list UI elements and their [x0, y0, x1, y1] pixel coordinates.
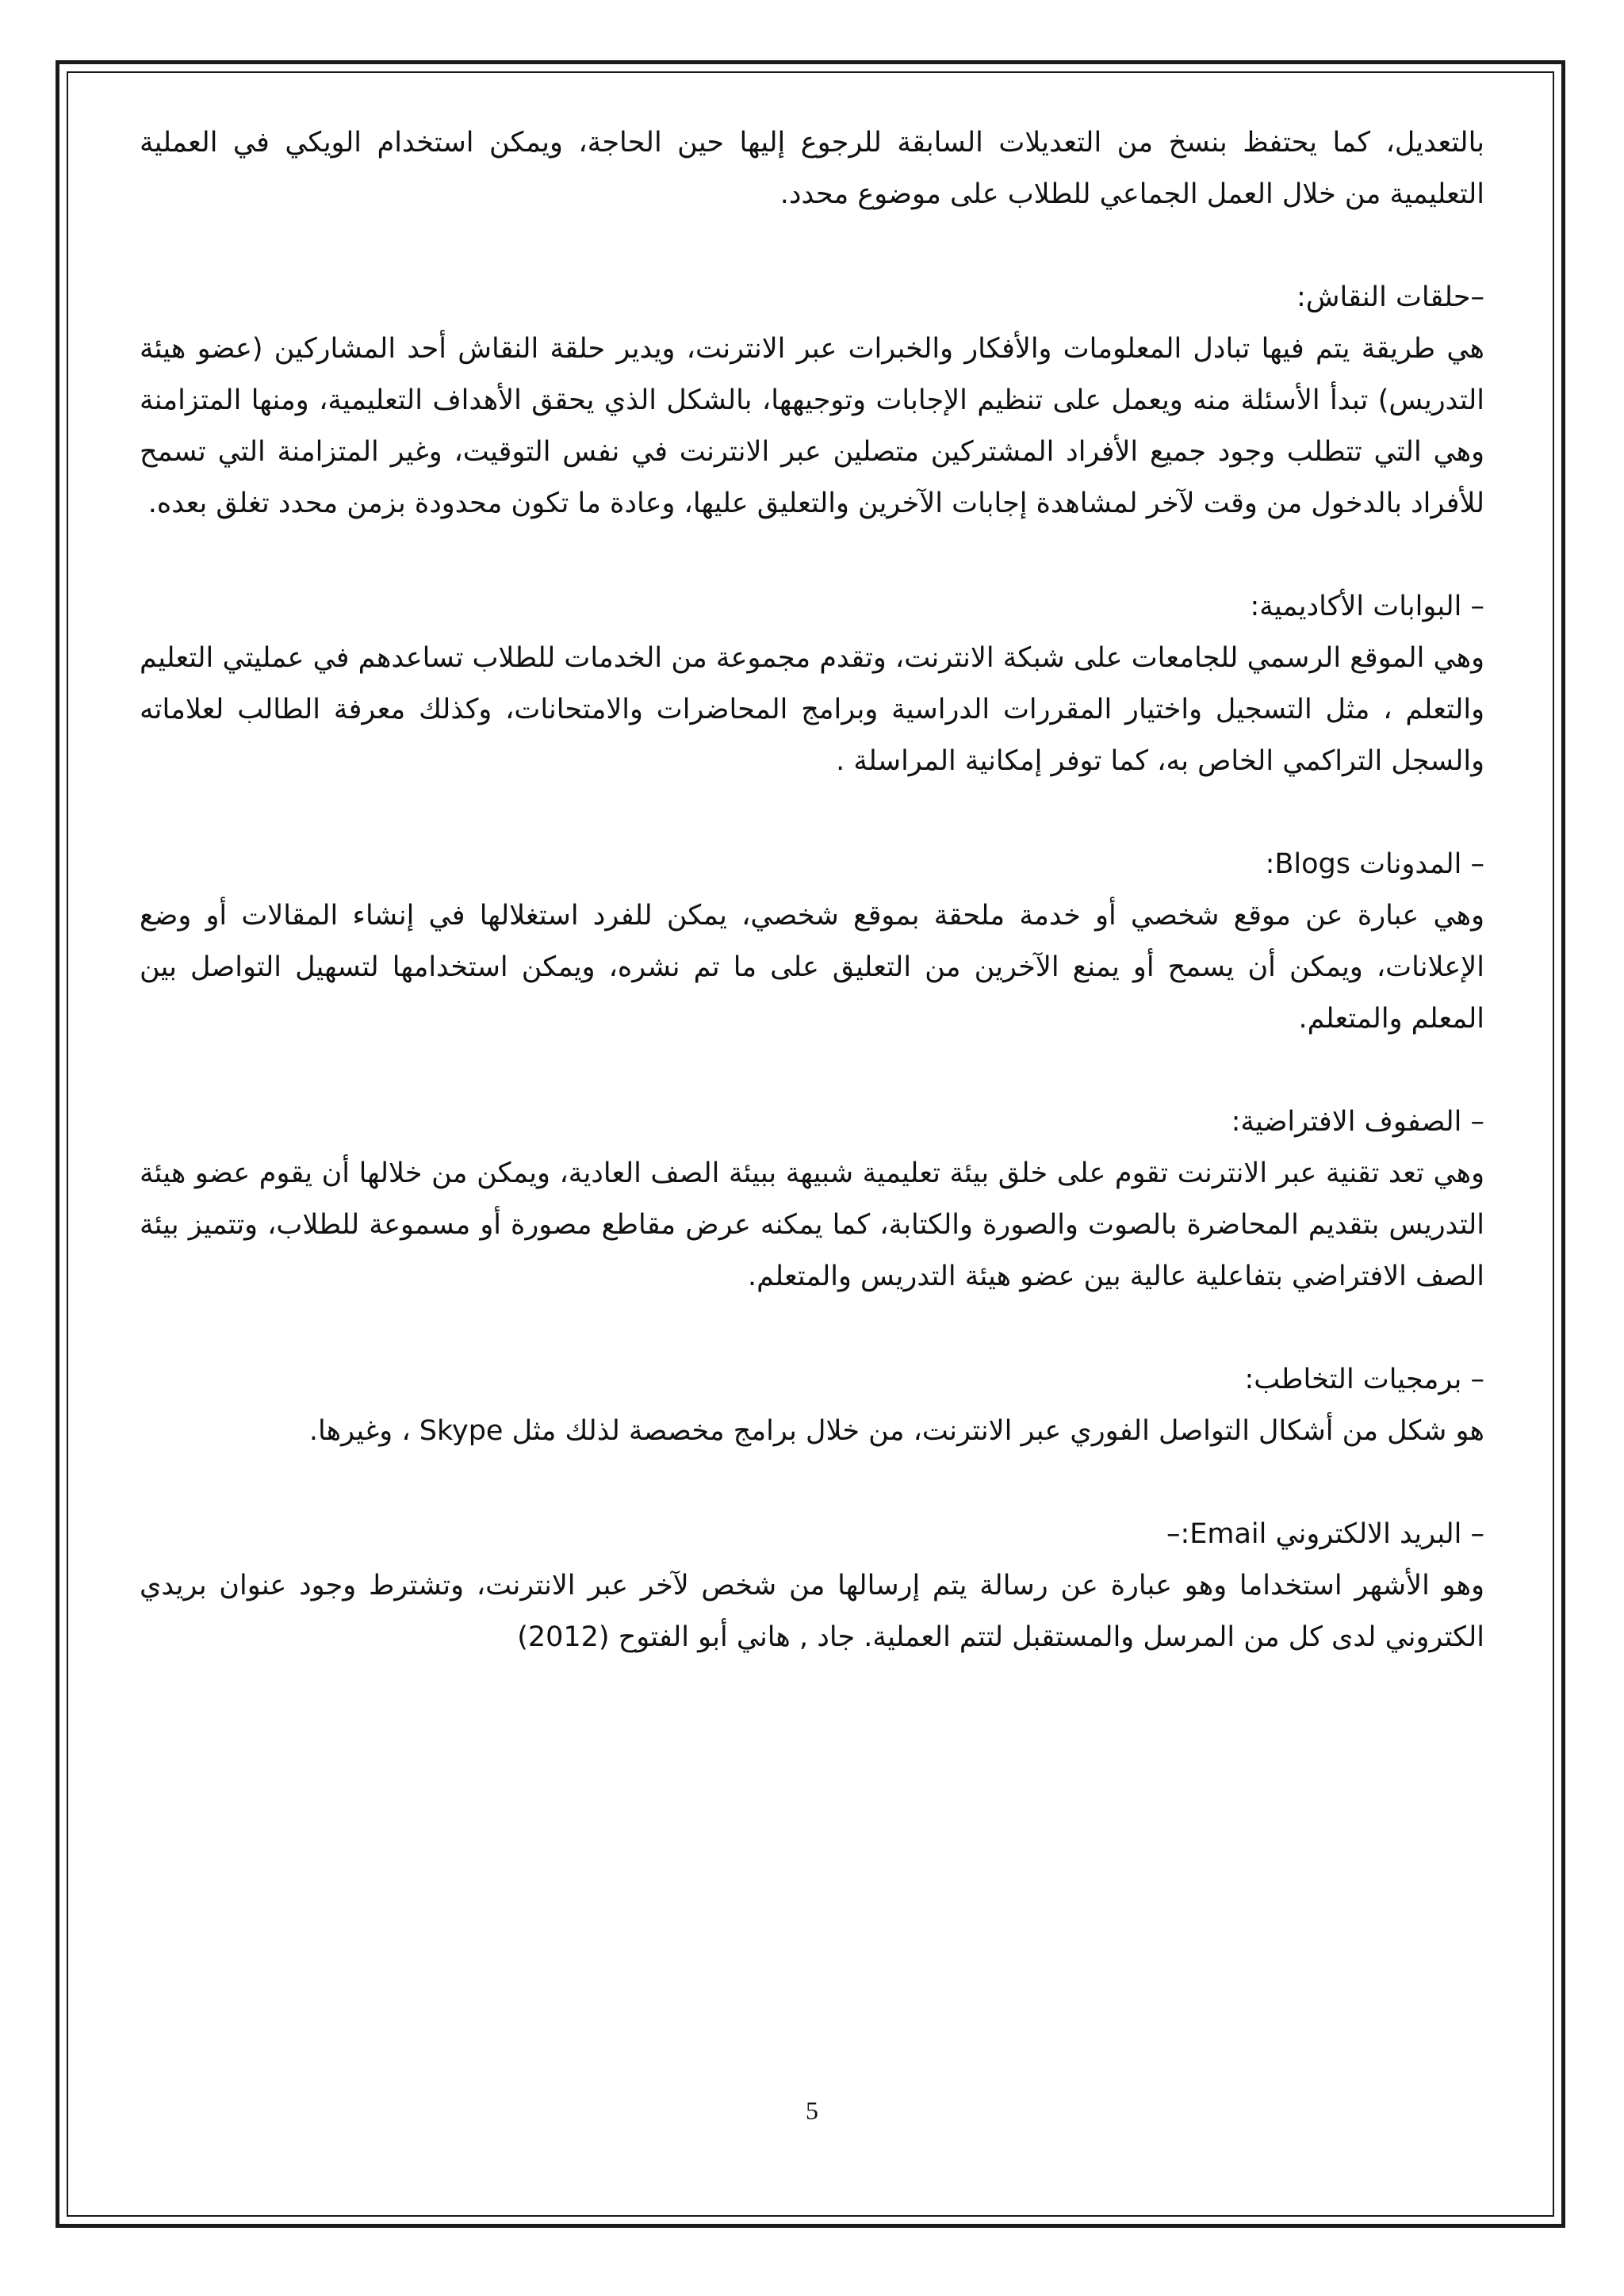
virtual-classes-paragraph: وهي تعد تقنية عبر الانترنت تقوم على خلق بيئة تعليمية شبيهة ببيئة الصف العادية، ويمكن من خلالها أن يقوم عضو هيئة التدريس بتقديم المحاضرة بالصوت والصورة والكتابة، كما يمكنه عرض مقاطع مصورة أو مسموعة للطلاب، وتتميز بيئة الصف الافتراضي بتفاعلية عالية بين عضو هيئة التدريس والمتعلم.	[140, 1158, 1484, 1292]
email-heading-suffix: :–	[1166, 1518, 1190, 1550]
spacer	[140, 1045, 1484, 1096]
wiki-continuation-paragraph: بالتعديل، كما يحتفظ بنسخ من التعديلات السابقة للرجوع إليها حين الحاجة، ويمكن استخدام الويكي في العملية التعليمية من خلال العمل الجماعي للطلاب على موضوع محدد.	[140, 127, 1484, 210]
blogs-paragraph: وهي عبارة عن موقع شخصي أو خدمة ملحقة بموقع شخصي، يمكن للفرد استغلالها في إنشاء المقالات أو وضع الإعلانات، ويمكن أن يسمح أو يمنع الآخرين من التعليق على ما تم نشره، ويمكن استخدامها لتسهيل التواصل بين المعلم والمتعلم.	[140, 900, 1484, 1035]
chat-software-heading: – برمجيات التخاطب:	[1244, 1364, 1484, 1395]
spacer	[140, 530, 1484, 581]
email-heading	[140, 1509, 1484, 1560]
chat-text-before: هو شكل من أشكال التواصل الفوري عبر الانترنت، من خلال برامج مخصصة لذلك مثل	[511, 1415, 1484, 1447]
page-number: 5	[806, 2096, 818, 2125]
email-heading-arabic: – البريد الالكتروني	[1275, 1518, 1484, 1550]
chat-text-after: ، وغيرها.	[308, 1415, 411, 1447]
blogs-heading-colon: :	[1265, 848, 1275, 880]
discussion-circles-paragraph: هي طريقة يتم فيها تبادل المعلومات والأفكار والخبرات عبر الانترنت، ويدير حلقة النقاش أحد المشاركين (عضو هيئة التدريس) تبدأ الأسئلة منه ويعمل على تنظيم الإجابات وتوجيهها، بالشكل الذي يحقق الأهداف التعليمية، ومنها المتزامنة وهي التي تتطلب وجود جميع الأفراد المشتركين متصلين عبر الانترنت في نفس التوقيت، وغير المتزامنة التي تسمح للأفراد بالدخول من وقت لآخر لمشاهدة إجابات الآخرين والتعليق عليها، وعادة ما تكون محدودة بزمن محدد تغلق بعده.	[140, 333, 1484, 519]
chat-text-skype: Skype	[419, 1415, 504, 1447]
academic-portals-heading: – البوابات الأكاديمية:	[1250, 591, 1484, 622]
virtual-classes-heading: – الصفوف الافتراضية:	[1231, 1106, 1484, 1138]
email-paragraph: وهو الأشهر استخداما وهو عبارة عن رسالة يتم إرسالها من شخص لآخر عبر الانترنت، وتشترط وجود عنوان بريدي الكتروني لدى كل من المرسل والمستقبل لتتم العملية. جاد , هاني أبو الفتوح (2012)	[140, 1570, 1484, 1653]
discussion-circles-heading: –حلقات النقاش:	[1296, 281, 1484, 313]
spacer	[140, 1303, 1484, 1354]
email-heading-english: Email	[1189, 1518, 1267, 1550]
document-body	[140, 117, 1484, 1663]
blogs-heading-arabic: – المدونات	[1359, 848, 1484, 880]
blogs-heading	[140, 839, 1484, 890]
spacer	[140, 1457, 1484, 1509]
blogs-heading-english: Blogs	[1274, 848, 1350, 880]
academic-portals-paragraph: وهي الموقع الرسمي للجامعات على شبكة الانترنت، وتقدم مجموعة من الخدمات للطلاب تساعدهم في عمليتي التعليم والتعلم ، مثل التسجيل واختيار المقررات الدراسية وبرامج المحاضرات والامتحانات، وكذلك معرفة الطالب لعلاماته والسجل التراكمي الخاص به، كما توفر إمكانية المراسلة .	[140, 642, 1484, 777]
chat-software-paragraph	[140, 1406, 1484, 1457]
spacer	[140, 220, 1484, 272]
spacer	[140, 787, 1484, 839]
